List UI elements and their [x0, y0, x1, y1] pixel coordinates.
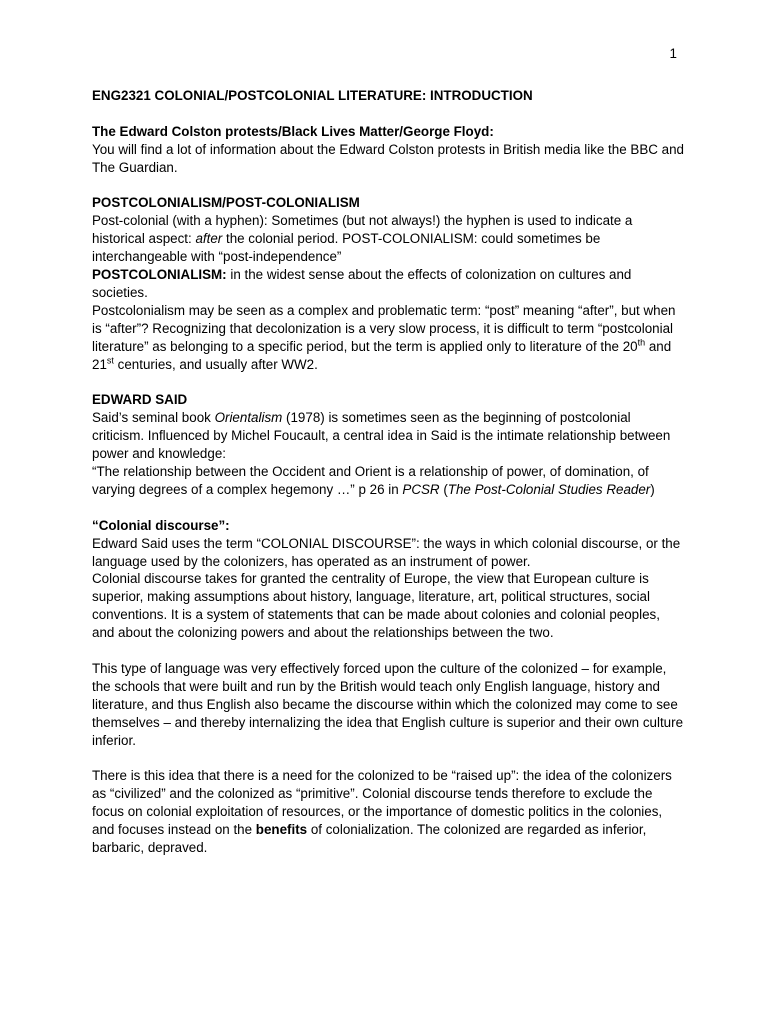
- text-span: Post-colonial (with a hyphen): Sometimes (but not always!) the hyphen is used to indicate a historical aspect:: [92, 213, 633, 247]
- superscript-th: th: [637, 337, 646, 348]
- text-span: (: [439, 481, 448, 497]
- text-span: the colonial period. POST-COLONIALISM: could sometimes be interchangeable with “post-independence”: [92, 231, 601, 265]
- said-heading: [92, 391, 684, 409]
- superscript-st: st: [106, 355, 114, 366]
- text-span: Postcolonialism may be seen as a complex and problematic term: “post” meaning “after”, but when is “after”? Recognizing that decolonization is a very slow process, it is difficult to term “postcolonial literature” as belonging to a specific period, but the term is applied only to literature of the 20: [92, 302, 676, 354]
- document-body: [92, 87, 684, 857]
- emphasis-after: after: [195, 231, 223, 247]
- postcolonialism-problem-paragraph: [92, 302, 684, 374]
- post-colonial-paragraph: [92, 212, 684, 266]
- text-span: and 21: [92, 338, 672, 372]
- text-span: There is this idea that there is a need for the colonized to be “raised up”: the idea of the colonizers as “civilized” and the colonized as “primitive”. Colonial discourse tends therefore to exclude the focus on colonial exploitation of resources, or the importance of domestic politics in the colonies, and focuses instead on the: [92, 768, 672, 838]
- emphasis-benefits: benefits: [255, 822, 308, 838]
- text-span: Said’s seminal book: [92, 410, 215, 426]
- document-title-text: ENG2321 COLONIAL/POSTCOLONIAL LITERATURE: INTRODUCTION: [92, 88, 533, 103]
- text-span: “The relationship between the Occident and Orient is a relationship of power, of domination, of varying degrees of a complex hegemony …” p 26 in: [92, 463, 649, 497]
- postcolonialism-heading: [92, 194, 684, 212]
- said-orientalism-paragraph: [92, 409, 684, 463]
- text-span: (1978) is sometimes seen as the beginning of postcolonial criticism. Influenced by Michel Foucault, a central idea in Said is the intimate relationship between power and knowledge:: [92, 410, 671, 462]
- colston-paragraph: You will find a lot of information about the Edward Colston protests in British media like the BBC and The Guardian.: [92, 141, 684, 175]
- said-heading-text: EDWARD SAID: [92, 392, 188, 408]
- document-title: [92, 87, 684, 105]
- text-span: of colonialization. The colonized are regarded as inferior, barbaric, depraved.: [92, 822, 647, 855]
- said-quote-paragraph: [92, 463, 684, 499]
- discourse-paragraph-4: [92, 767, 684, 857]
- text-span: ): [650, 481, 655, 497]
- discourse-heading-text: “Colonial discourse”:: [92, 517, 230, 533]
- abbreviation-pcsr: PCSR: [402, 481, 440, 497]
- text-span: centuries, and usually after WW2.: [113, 356, 318, 372]
- discourse-paragraph-1: Edward Said uses the term “COLONIAL DISCOURSE”: the ways in which colonial discourse, or the language used by the colonizers, has operated as an instrument of power.: [92, 535, 681, 569]
- postcolonialism-definition: [92, 266, 684, 302]
- text-span: in the widest sense about the effects of colonization on cultures and societies.: [92, 267, 632, 300]
- book-title-reader: The Post-Colonial Studies Reader: [447, 481, 651, 497]
- discourse-paragraph-3: This type of language was very effectively forced upon the culture of the colonized – for example, the schools that were built and run by the British would teach only English language, history and literature, and thus English also became the discourse within which the colonized may come to see themselves – and thereby internalizing the idea that English culture is superior and their own culture inferior.: [92, 660, 684, 748]
- page-number: 1: [669, 46, 677, 61]
- discourse-paragraph-2: Colonial discourse takes for granted the centrality of Europe, the view that European culture is superior, making assumptions about history, language, literature, art, political structures, social conventions. It is a system of statements that can be made about colonies and colonial peoples, and about the colonizing powers and about the relationships between the two.: [92, 571, 660, 641]
- colston-heading: [92, 123, 684, 141]
- postcolonialism-heading-text: POSTCOLONIALISM/POST-COLONIALISM: [92, 195, 360, 211]
- term-postcolonialism: POSTCOLONIALISM:: [92, 267, 227, 283]
- colston-heading-text: The Edward Colston protests/Black Lives Matter/George Floyd:: [92, 123, 494, 139]
- book-title-orientalism: Orientalism: [214, 410, 283, 426]
- discourse-heading: [92, 517, 684, 535]
